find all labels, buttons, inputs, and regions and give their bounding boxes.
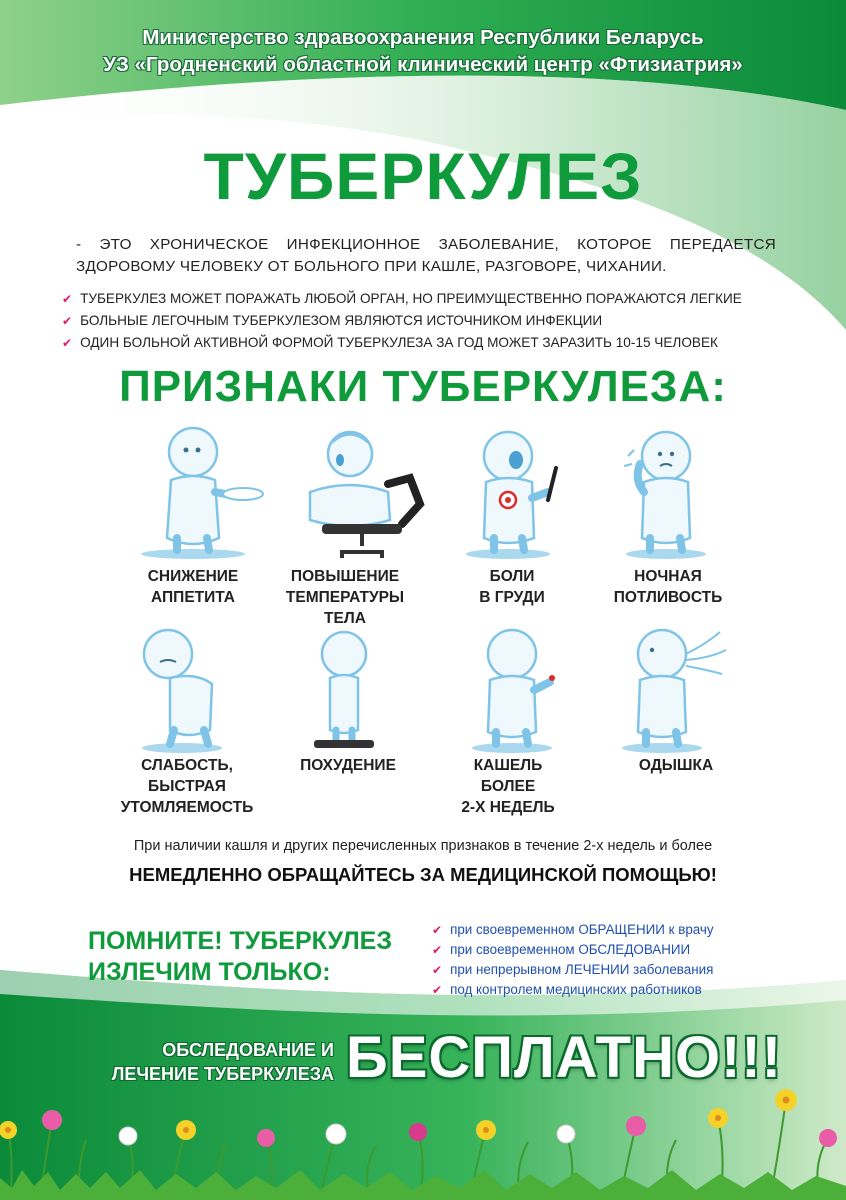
- figure-on-chair-icon: [270, 420, 450, 565]
- flowers-grass-decoration: [0, 1060, 846, 1200]
- night-sweats-figure: [576, 420, 756, 565]
- thin-figure-on-scale-icon: [254, 614, 434, 759]
- symptom-label: БОЛИ В ГРУДИ: [479, 568, 545, 606]
- symptom-label: НОЧНАЯ ПОТЛИВОСТЬ: [613, 568, 723, 606]
- header: [0, 24, 846, 78]
- conditions-list: [432, 920, 714, 1000]
- symptom-label: СНИЖЕНИЕ АППЕТИТА: [147, 568, 239, 606]
- free-caption: ОБСЛЕДОВАНИЕ И ЛЕЧЕНИЕ ТУБЕРКУЛЕЗА: [111, 1040, 334, 1084]
- free-banner: БЕСПЛАТНО!!!: [346, 1025, 783, 1090]
- symptom-label: СЛАБОСТЬ, БЫСТРАЯ УТОМЛЯЕМОСТЬ: [120, 757, 254, 816]
- page-title: ТУБЕРКУЛЕЗ: [203, 139, 643, 213]
- definition-text: - ЭТО ХРОНИЧЕСКОЕ ИНФЕКЦИОННОЕ ЗАБОЛЕВАНИЕ, КОТОРОЕ ПЕРЕДАЕТСЯ ЗДОРОВОМУ ЧЕЛОВЕКУ ОТ БОЛЬНОГО ПРИ КАШЛЕ, РАЗГОВОРЕ, ЧИХАНИИ.: [76, 236, 776, 275]
- cough-figure: [424, 614, 604, 759]
- fever-figure: [270, 420, 450, 565]
- fact-item: ✔ ОДИН БОЛЬНОЙ АКТИВНОЙ ФОРМОЙ ТУБЕРКУЛЕЗА ЗА ГОД МОЖЕТ ЗАРАЗИТЬ 10-15 ЧЕЛОВЕК: [62, 332, 802, 354]
- symptom-label: ПОВЫШЕНИЕ ТЕМПЕРАТУРЫ ТЕЛА: [285, 568, 405, 627]
- fact-item: ✔ ТУБЕРКУЛЕЗ МОЖЕТ ПОРАЖАТЬ ЛЮБОЙ ОРГАН, НО ПРЕИМУЩЕСТВЕННО ПОРАЖАЮТСЯ ЛЕГКИЕ: [62, 288, 802, 310]
- condition-item: ✔ при своевременном ОБСЛЕДОВАНИИ: [432, 940, 714, 960]
- weakness-figure: [100, 614, 280, 759]
- check-icon: ✔: [62, 314, 73, 328]
- condition-item: ✔ при своевременном ОБРАЩЕНИИ к врачу: [432, 920, 714, 940]
- figure-with-plate-icon: [103, 420, 283, 565]
- condition-item: ✔ при непрерывном ЛЕЧЕНИИ заболевания: [432, 960, 714, 980]
- breathing-figure-icon: [580, 614, 760, 759]
- coughing-figure-icon: [424, 614, 604, 759]
- sweating-figure-icon: [576, 420, 756, 565]
- check-icon: ✔: [432, 923, 443, 937]
- signs-title: ПРИЗНАКИ ТУБЕРКУЛЕЗА:: [119, 362, 727, 411]
- condition-item: ✔ под контролем медицинских работников: [432, 980, 714, 1000]
- ministry-name: Министерство здравоохранения Республики Беларусь: [142, 26, 704, 49]
- weight-loss-figure: [254, 614, 434, 759]
- center-name: УЗ «Гродненский областной клинический центр «Фтизиатрия»: [103, 53, 743, 76]
- symptom-label: КАШЕЛЬ БОЛЕЕ 2-Х НЕДЕЛЬ: [461, 757, 555, 816]
- remember-heading: ПОМНИТЕ! ТУБЕРКУЛЕЗ ИЗЛЕЧИМ ТОЛЬКО:: [88, 927, 392, 986]
- fact-item: ✔ БОЛЬНЫЕ ЛЕГОЧНЫМ ТУБЕРКУЛЕЗОМ ЯВЛЯЮТСЯ ИСТОЧНИКОМ ИНФЕКЦИИ: [62, 310, 802, 332]
- check-icon: ✔: [432, 983, 443, 997]
- check-icon: ✔: [62, 292, 73, 306]
- symptom-label: ПОХУДЕНИЕ: [300, 757, 396, 774]
- symptom-label: ОДЫШКА: [638, 757, 714, 774]
- check-icon: ✔: [432, 963, 443, 977]
- notice-text: При наличии кашля и других перечисленных признаков в течение 2-х недель и более: [133, 838, 713, 854]
- facts-list: [62, 288, 802, 354]
- urgent-text: НЕМЕДЛЕННО ОБРАЩАЙТЕСЬ ЗА МЕДИЦИНСКОЙ ПОМОЩЬЮ!: [129, 864, 717, 885]
- check-icon: ✔: [62, 336, 73, 350]
- slouching-figure-icon: [100, 614, 280, 759]
- shortness-of-breath-figure: [580, 614, 760, 759]
- check-icon: ✔: [432, 943, 443, 957]
- reduced-appetite-figure: [103, 420, 283, 565]
